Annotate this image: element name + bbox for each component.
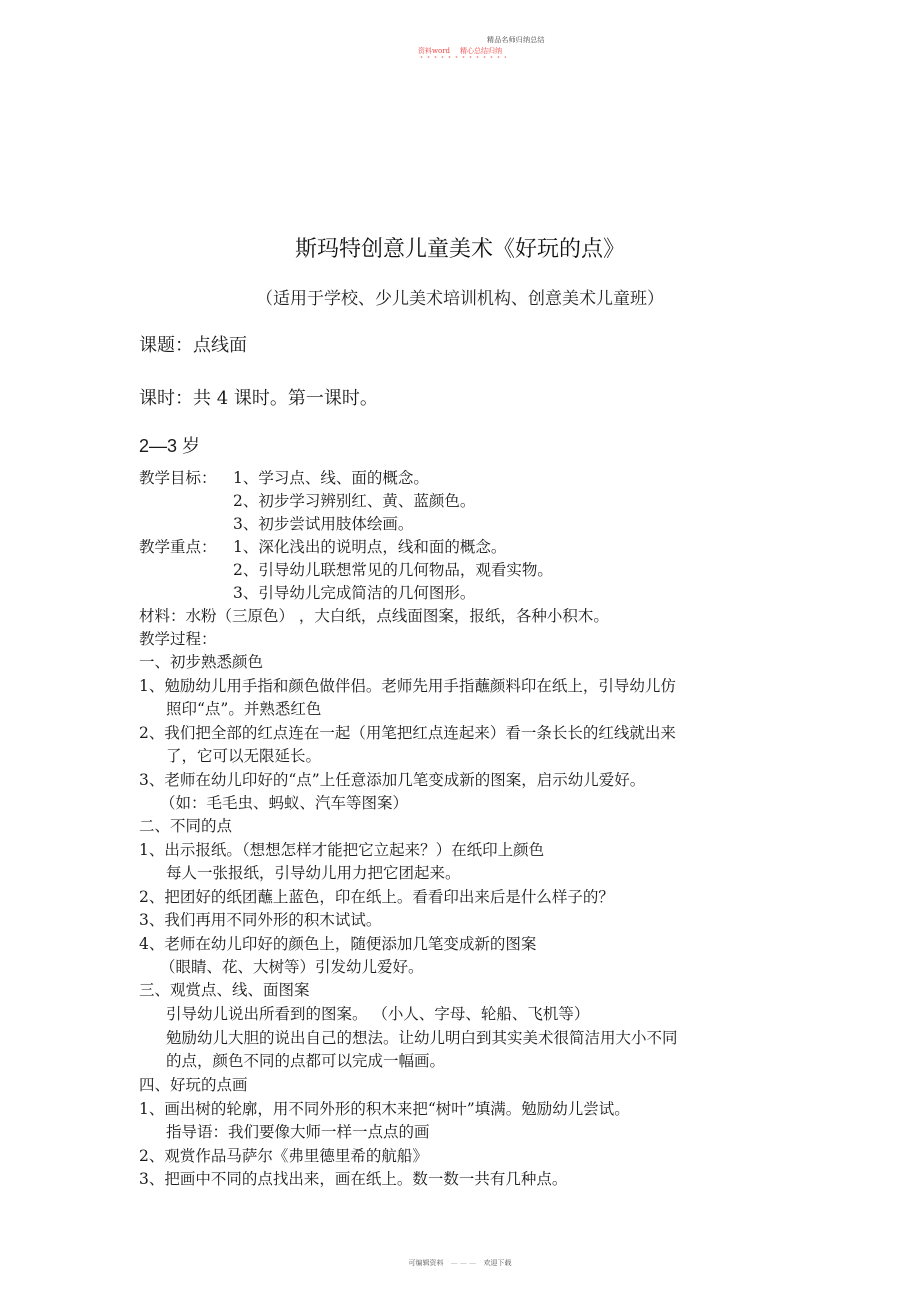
section-heading: 四、好玩的点画 [139, 1076, 248, 1094]
header-red-watermark [418, 46, 502, 56]
header-red-left: 资料word [418, 47, 451, 55]
lesson-hours-line: 课时：共 4 课时。第一课时。 [139, 388, 378, 409]
goals-label: 教学目标： [139, 469, 217, 487]
key-point-item: 1、深化浅出的说明点，线和面的概念。 [233, 538, 507, 556]
topic-line: 课题：点线面 [139, 335, 247, 356]
section-line: 了，它可以无限延长。 [166, 747, 322, 765]
section-line: 1、出示报纸。（想想怎样才能把它立起来？）在纸印上颜色 [139, 841, 545, 859]
section-line: 引导幼儿说出所看到的图案。 （小人、字母、轮船、飞机等） [166, 1005, 590, 1023]
section-line: 指导语：我们要像大师一样一点点的画 [166, 1123, 430, 1141]
key-point-item: 3、引导幼儿完成简洁的几何图形。 [233, 584, 476, 602]
header-dotted-rule [418, 56, 506, 58]
section-line: 2、我们把全部的红点连在一起（用笔把红点连起来）看一条长长的红线就出来 [139, 724, 676, 742]
key-points-label: 教学重点： [139, 538, 217, 556]
section-line: 1、勉励幼儿用手指和颜色做伴侣。老师先用手指蘸颜料印在纸上，引导幼儿仿 [139, 677, 676, 695]
section-line: （眼睛、花、大树等）引发幼儿爱好。 [160, 958, 424, 976]
page-footer [0, 1258, 920, 1268]
process-label: 教学过程： [139, 630, 217, 648]
goal-item: 2、初步学习辨别红、黄、蓝颜色。 [233, 492, 476, 510]
goal-item: 3、初步尝试用肢体绘画。 [233, 515, 414, 533]
section-line: 勉励幼儿大胆的说出自己的想法。让幼儿明白到其实美术很简洁用大小不同 [166, 1029, 678, 1047]
header-top-label: 精品名师归纳总结 [487, 36, 545, 44]
section-line: 4、老师在幼儿印好的颜色上，随便添加几笔变成新的图案 [139, 935, 537, 953]
header-red-right: 精心总结归纳 [460, 47, 503, 55]
section-line: 3、把画中不同的点找出来，画在纸上。数一数一共有几种点。 [139, 1170, 568, 1188]
section-line: 每人一张报纸，引导幼儿用力把它团起来。 [166, 864, 461, 882]
section-line: 1、画出树的轮廓，用不同外形的积木来把“树叶”填满。勉励幼儿尝试。 [139, 1100, 630, 1118]
footer-left: 可编辑资料 [408, 1259, 444, 1267]
section-heading: 一、初步熟悉颜色 [139, 653, 264, 671]
section-line: 3、我们再用不同外形的积木试试。 [139, 911, 382, 929]
footer-dashes: — — — [450, 1259, 477, 1267]
section-line: （如：毛毛虫、蚂蚁、汽车等图案） [160, 794, 409, 812]
document-title: 斯玛特创意儿童美术《好玩的点》 [294, 237, 625, 262]
footer-right: 欢迎下载 [483, 1259, 512, 1267]
materials-line: 材料：水粉（三原色） ，大白纸，点线面图案，报纸，各种小积木。 [139, 607, 609, 625]
section-line: 2、观赏作品马萨尔《弗里德里希的航船》 [139, 1147, 428, 1165]
goal-item: 1、学习点、线、面的概念。 [233, 469, 429, 487]
section-heading: 三、观赏点、线、面图案 [139, 981, 310, 999]
section-line: 3、老师在幼儿印好的“点”上任意添加几笔变成新的图案，启示幼儿爱好。 [139, 771, 646, 789]
section-line: 的点，颜色不同的点都可以完成一幅画。 [166, 1052, 446, 1070]
age-line: 2—3 岁 [139, 436, 201, 456]
document-subtitle: （适用于学校、少儿美术培训机构、创意美术儿童班） [256, 289, 664, 309]
section-line: 2、把团好的纸团蘸上蓝色，印在纸上。看看印出来后是什么样子的？ [139, 888, 614, 906]
section-heading: 二、不同的点 [139, 817, 233, 835]
section-line: 照印“点”。并熟悉红色 [166, 700, 322, 718]
key-point-item: 2、引导幼儿联想常见的几何物品，观看实物。 [233, 561, 553, 579]
